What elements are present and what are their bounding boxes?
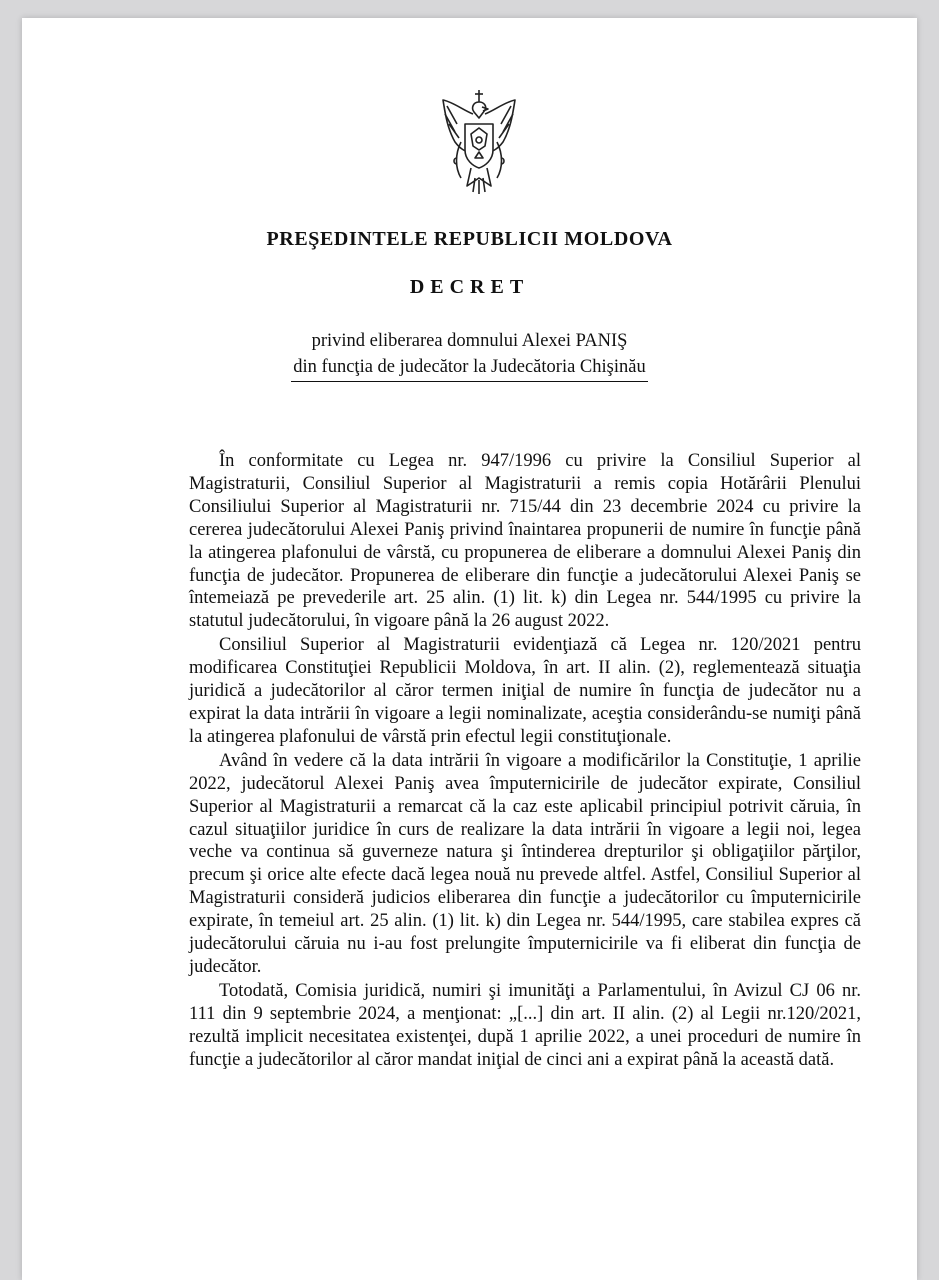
issuer-title: PREŞEDINTELE REPUBLICII MOLDOVA [266, 228, 673, 250]
decree-subject [0, 328, 939, 382]
paragraph: În conformitate cu Legea nr. 947/1996 cu privire la Consiliul Superior al Magistraturii, Consiliul Superior al Magistraturii a remis copia Hotărârii Plenului Consiliului Superior al Magistraturii nr. 715/44 din 23 decembrie 2024 cu privire la cererea judecătorului Alexei Paniş privind înaintarea propunerii de numire în funcţie până la atingerea plafonului de vârstă, cu propunerea de eliberare a domnului Alexei Paniş din funcţia de judecător. Propunerea de eliberare din funcţie a judecătorului Alexei Paniş se întemeiază pe prevederile art. 25 alin. (1) lit. k) din Legea nr. 544/1995 cu privire la statutul judecătorului, în vigoare până la 26 august 2022. [189, 451, 861, 632]
moldova-coat-of-arms-icon [435, 88, 523, 196]
paragraph: Consiliul Superior al Magistraturii evidenţiază că Legea nr. 120/2021 pentru modificarea Constituţiei Republicii Moldova, în art. II alin. (2), reglementează situaţia juridică a judecătorilor al căror termen iniţial de numire în funcţia de judecător nu a expirat la data intrării în vigoare a legii nominalizate, aceştia considerându-se numiţi până la atingerea plafonului de vârstă prin efectul legii constituţionale. [189, 635, 861, 747]
subject-line-1: privind eliberarea domnului Alexei PANIŞ [311, 331, 628, 351]
paragraph: Totodată, Comisia juridică, numiri şi imunităţi a Parlamentului, în Avizul CJ 06 nr. 111 din 9 septembrie 2024, a menţionat: „[...] din art. II alin. (2) al Legii nr.120/2021, rezultă implicit necesitatea existenţei, după 1 aprilie 2022, a unei proceduri de numire în funcţie a judecătorilor al căror mandat iniţial de cinci ani a expirat până la această dată. [189, 980, 861, 1070]
paragraph: Având în vedere că la data intrării în vigoare a modificărilor la Constituţie, 1 aprilie 2022, judecătorul Alexei Paniş avea împuternicirile de judecător expirate, Consiliul Superior al Magistraturii a remarcat că la caz este aplicabil principiul potrivit căruia, în cazul situaţiilor juridice în curs de realizare la data intrării în vigoare a legii noi, legea veche va continua să guverneze natura şi întinderea drepturilor şi obligaţiilor părţilor, precum şi orice alte efecte dacă legea nouă nu prevede altfel. Astfel, Consiliul Superior al Magistraturii consideră judicios eliberarea din funcţie a judecătorilor cu împuternicirile expirate, în temeiul art. 25 alin. (1) lit. k) din Legea nr. 544/1995, care stabilea expres că judecătorului căruia nu i-au fost prelungite împuternicirile va fi eliberat din funcţia de judecător. [189, 750, 861, 977]
subject-line-2: din funcţia de judecător la Judecătoria Chişinău [291, 354, 647, 382]
decree-body [189, 450, 861, 1071]
document-type-title: DECRET [409, 276, 530, 298]
